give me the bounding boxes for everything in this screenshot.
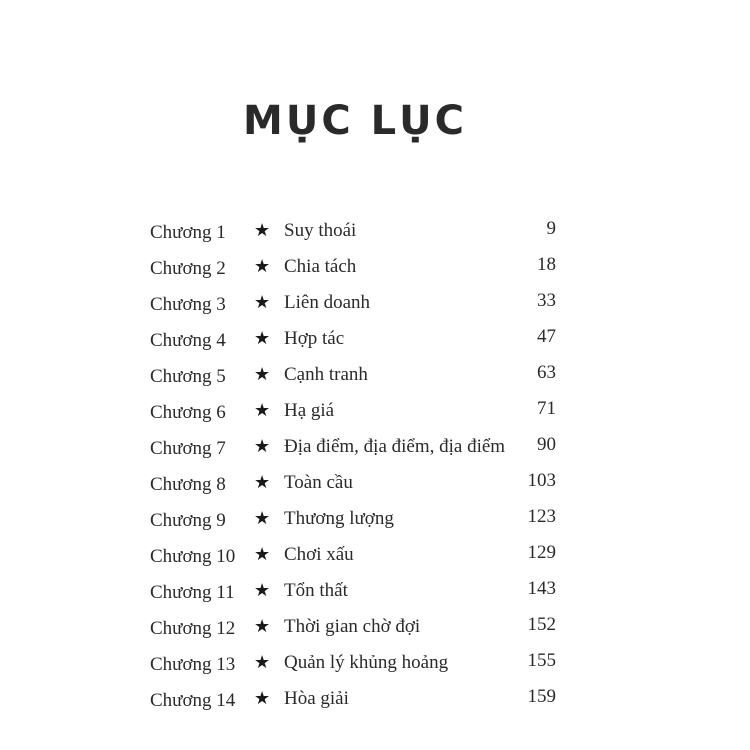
toc-row: [150, 286, 560, 322]
page-number: 33: [537, 290, 556, 311]
toc-row: [150, 358, 560, 394]
chapter-title: Địa điểm, địa điểm, địa điểm: [284, 436, 506, 457]
chapter-title: Hòa giải: [284, 688, 349, 709]
page-number: 90: [537, 434, 556, 455]
star-icon: ★: [254, 688, 271, 709]
page-number: 71: [537, 398, 556, 419]
page-number: 129: [527, 542, 556, 563]
toc-row: [150, 214, 560, 250]
toc-row: [150, 538, 560, 574]
table-of-contents: [150, 214, 560, 718]
chapter-label: Chương 11: [150, 582, 235, 603]
chapter-title: Thời gian chờ đợi: [284, 616, 421, 637]
chapter-label: Chương 13: [150, 654, 236, 675]
page-number: 155: [527, 650, 556, 671]
chapter-title: Hợp tác: [284, 328, 345, 349]
star-icon: ★: [254, 400, 271, 421]
chapter-title: Tổn thất: [284, 580, 348, 601]
toc-row: [150, 682, 560, 718]
star-icon: ★: [254, 256, 271, 277]
star-icon: ★: [254, 508, 271, 529]
chapter-label: Chương 14: [150, 690, 236, 711]
toc-row: [150, 430, 560, 466]
toc-row: [150, 646, 560, 682]
toc-row: [150, 322, 560, 358]
page-number: 47: [537, 326, 556, 347]
page-title: MỤC LỤC: [243, 98, 467, 144]
page-number: 123: [527, 506, 556, 527]
chapter-title: Hạ giá: [284, 400, 335, 421]
star-icon: ★: [254, 220, 271, 241]
page-number: 143: [527, 578, 556, 599]
page-number: 18: [537, 254, 556, 275]
chapter-label: Chương 4: [150, 330, 226, 351]
page-number: 63: [537, 362, 556, 383]
star-icon: ★: [254, 328, 271, 349]
star-icon: ★: [254, 616, 271, 637]
chapter-label: Chương 7: [150, 438, 226, 459]
toc-row: [150, 574, 560, 610]
chapter-title: Quản lý khủng hoảng: [284, 652, 449, 673]
star-icon: ★: [254, 292, 271, 313]
star-icon: ★: [254, 652, 271, 673]
toc-row: [150, 610, 560, 646]
page-number: 159: [527, 686, 556, 707]
toc-row: [150, 502, 560, 538]
star-icon: ★: [254, 544, 271, 565]
chapter-label: Chương 5: [150, 366, 226, 387]
chapter-title: Chơi xấu: [284, 544, 354, 565]
chapter-label: Chương 3: [150, 294, 226, 315]
chapter-label: Chương 9: [150, 510, 226, 531]
star-icon: ★: [254, 436, 271, 457]
chapter-label: Chương 12: [150, 618, 236, 639]
chapter-label: Chương 6: [150, 402, 226, 423]
chapter-title: Toàn cầu: [284, 472, 353, 493]
chapter-title: Cạnh tranh: [284, 364, 368, 385]
toc-row: [150, 250, 560, 286]
chapter-label: Chương 10: [150, 546, 236, 567]
chapter-title: Liên doanh: [284, 292, 371, 313]
chapter-label: Chương 8: [150, 474, 226, 495]
page-number: 103: [527, 470, 556, 491]
chapter-label: Chương 1: [150, 222, 226, 243]
chapter-title: Thương lượng: [284, 508, 394, 529]
toc-row: [150, 466, 560, 502]
chapter-title: Chia tách: [284, 256, 357, 277]
star-icon: ★: [254, 364, 271, 385]
star-icon: ★: [254, 580, 271, 601]
star-icon: ★: [254, 472, 271, 493]
page-number: 9: [546, 218, 556, 239]
chapter-title: Suy thoái: [284, 220, 357, 241]
toc-row: [150, 394, 560, 430]
page-number: 152: [527, 614, 556, 635]
chapter-label: Chương 2: [150, 258, 226, 279]
